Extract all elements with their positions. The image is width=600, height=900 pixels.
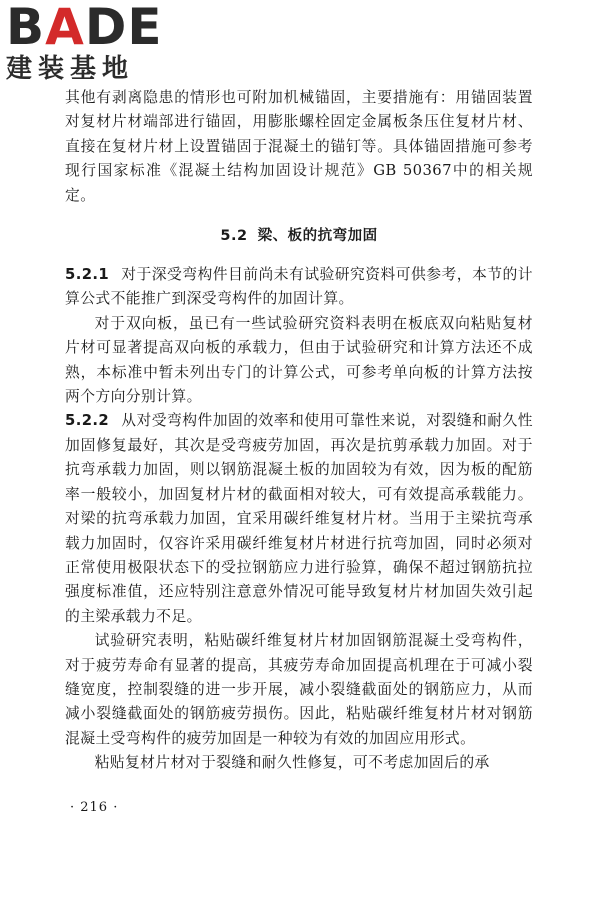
clause-text: 从对受弯构件加固的效率和使用可靠性来说，对裂缝和耐久性加固修复最好，其次是受弯疲劳加固，再次是抗剪承载力加固。对于抗弯承载力加固，则以钢筋混凝土板的加固较为有效，因为板的配筋率一般较小，加固复材片材的截面相对较大，可有效提高承载能力。对梁的抗弯承载力加固，宜采用碳纤维复材片材。当用于主梁抗弯承载力加固时，仅容许采用碳纤维复材片材进行抗弯加固，同时必须对正常使用极限状态下的受拉钢筋应力进行验算，确保不超过钢筋抗拉强度标准值，还应特别注意意外情况可能导致复材片材加固失效引起的主梁承载力不足。	[65, 412, 533, 625]
watermark-subtitle: 建装基地	[6, 54, 135, 84]
section-title: 梁、板的抗弯加固	[257, 228, 378, 245]
watermark-logo	[6, 2, 176, 84]
clause-5-2-2-paragraph-2: 试验研究表明，粘贴碳纤维复材片材加固钢筋混凝土受弯构件，对于疲劳寿命有显著的提高，其疲劳寿命加固提高机理在于可减小裂缝宽度，控制裂缝的进一步开展，减小裂缝截面处的钢筋应力，从而减小裂缝截面处的钢筋疲劳损伤。因此，粘贴碳纤维复材片材对钢筋混凝土受弯构件的疲劳加固是一种较为有效的加固应用形式。	[65, 632, 533, 747]
clause-number: 5.2.2	[65, 412, 110, 430]
section-heading	[65, 224, 533, 248]
section-number: 5.2	[220, 228, 248, 245]
clause-number: 5.2.1	[65, 266, 110, 284]
clause-5-2-2	[65, 409, 533, 629]
intro-paragraph: 其他有剥离隐患的情形也可附加机械锚固，主要措施有：用锚固装置对复材片材端部进行锚固，用膨胀螺栓固定金属板条压住复材片材、直接在复材片材上设置锚固于混凝土的锚钉等。具体锚固措施可参考现行国家标准《混凝土结构加固设计规范》GB 50367中的相关规定。	[65, 89, 533, 204]
clause-5-2-1	[65, 263, 533, 312]
page-number: · 216 ·	[70, 800, 119, 815]
clause-text: 对于深受弯构件目前尚未有试验研究资料可供参考，本节的计算公式不能推广到深受弯构件的加固计算。	[65, 266, 533, 308]
clause-5-2-2-paragraph-3: 粘贴复材片材对于裂缝和耐久性修复，可不考虑加固后的承	[94, 754, 490, 772]
watermark-brand-accent: A	[45, 0, 85, 56]
watermark-brand: BADE	[6, 0, 163, 56]
clause-5-2-1-paragraph-2: 对于双向板，虽已有一些试验研究资料表明在板底双向粘贴复材片材可显著提高双向板的承载力，但由于试验研究和计算方法还不成熟，本标准中暂未列出专门的计算公式，可参考单向板的计算方法按两个方向分别计算。	[65, 314, 533, 406]
document-page	[65, 86, 533, 776]
